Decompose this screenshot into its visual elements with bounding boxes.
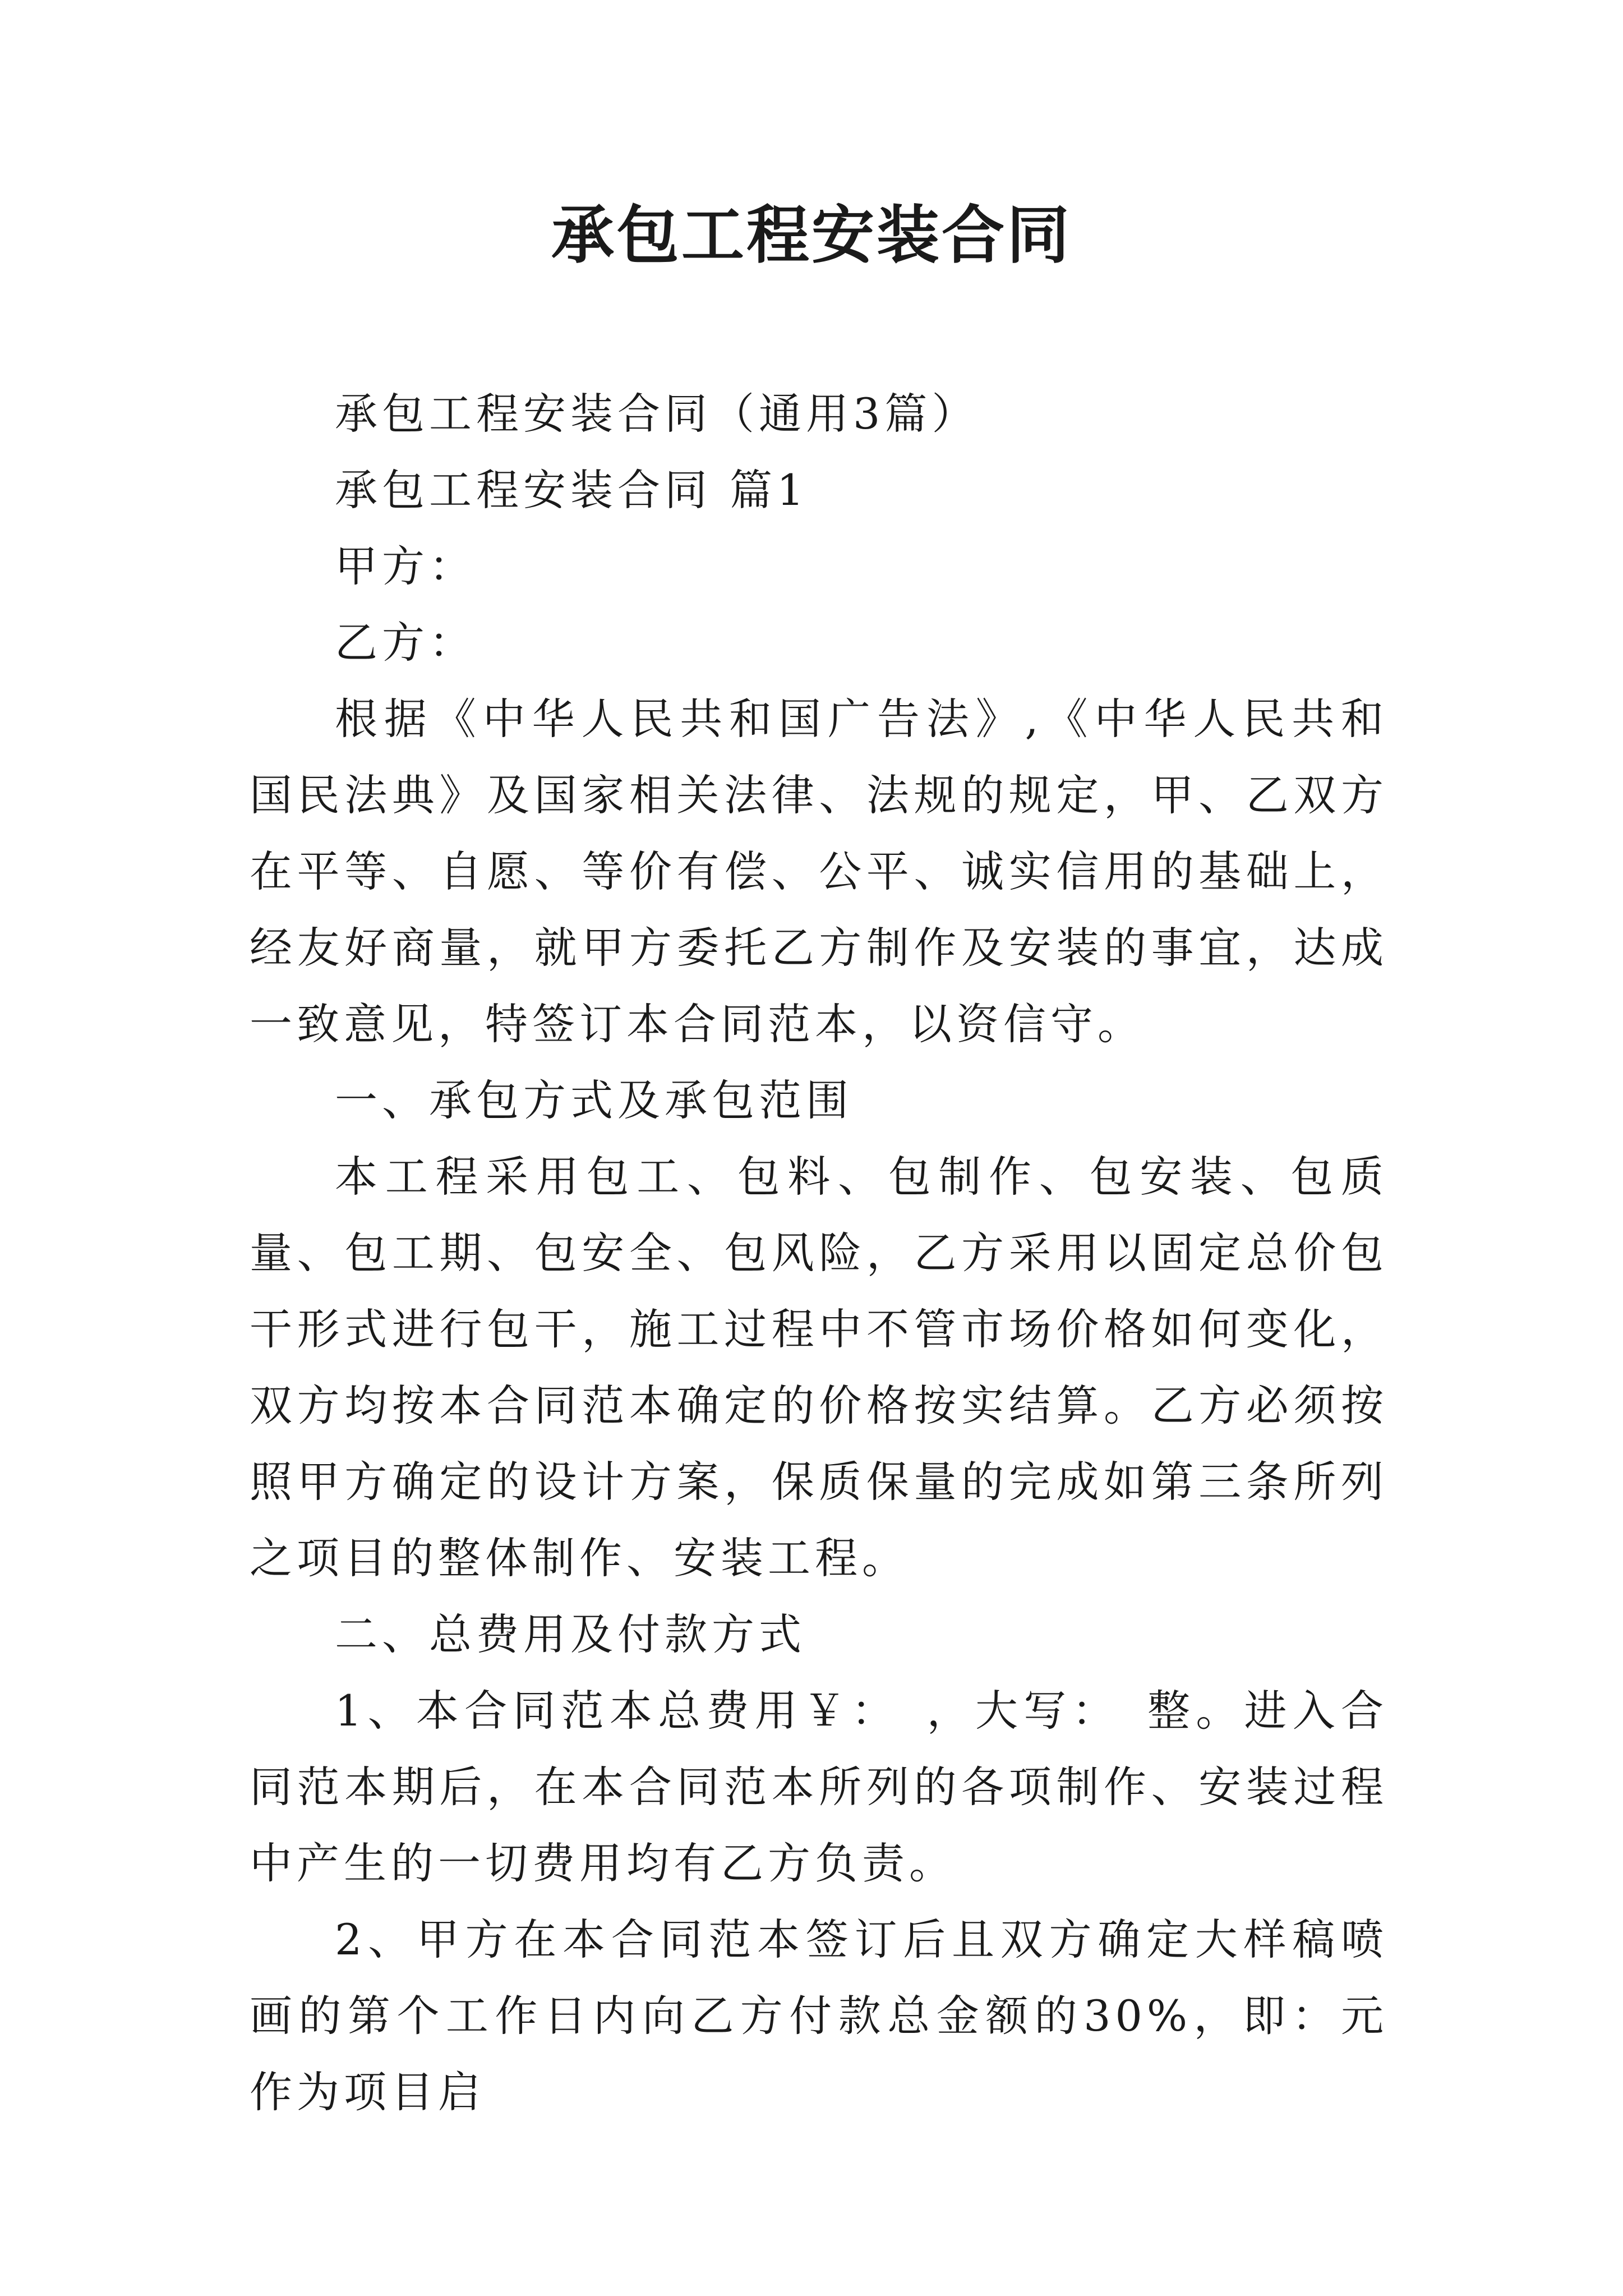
clause-2-item-1: 1、本合同范本总费用￥： ，大写： 整。进入合同范本期后，在本合同范本所列的各项制作、安装过程中产生的一切费用均有乙方负责。 <box>250 1686 1388 1888</box>
section-heading-part1: 承包工程安装合同 篇1 <box>335 465 809 515</box>
party-a-line: 甲方： <box>335 541 476 591</box>
document-title: 承包工程安装合同 <box>551 199 1072 272</box>
subtitle-paragraph: 承包工程安装合同（通用3篇） <box>335 389 979 439</box>
clause-heading-1: 一、承包方式及承包范围 <box>335 1075 853 1125</box>
document-body <box>250 376 1388 2131</box>
party-b-line: 乙方： <box>335 618 476 668</box>
clause-1-paragraph: 本工程采用包工、包料、包制作、包安装、包质量、包工期、包安全、包风险，乙方采用以固定总价包干形式进行包干，施工过程中不管市场价格如何变化，双方均按本合同范本确定的价格按实结算。乙方必须按照甲方确定的设计方案，保质保量的完成如第三条所列之项目的整体制作、安装工程。 <box>250 1152 1388 1583</box>
clause-2-item-2: 2、甲方在本合同范本签订后且双方确定大样稿喷画的第个工作日内向乙方付款总金额的30%，即：元作为项目启 <box>250 1915 1388 2117</box>
clause-heading-2: 二、总费用及付款方式 <box>335 1609 806 1659</box>
preamble-paragraph: 根据《中华人民共和国广告法》,《中华人民共和国民法典》及国家相关法律、法规的规定，甲、乙双方在平等、自愿、等价有偿、公平、诚实信用的基础上，经友好商量，就甲方委托乙方制作及安装的事宜，达成一致意见，特签订本合同范本，以资信守。 <box>250 694 1388 1049</box>
